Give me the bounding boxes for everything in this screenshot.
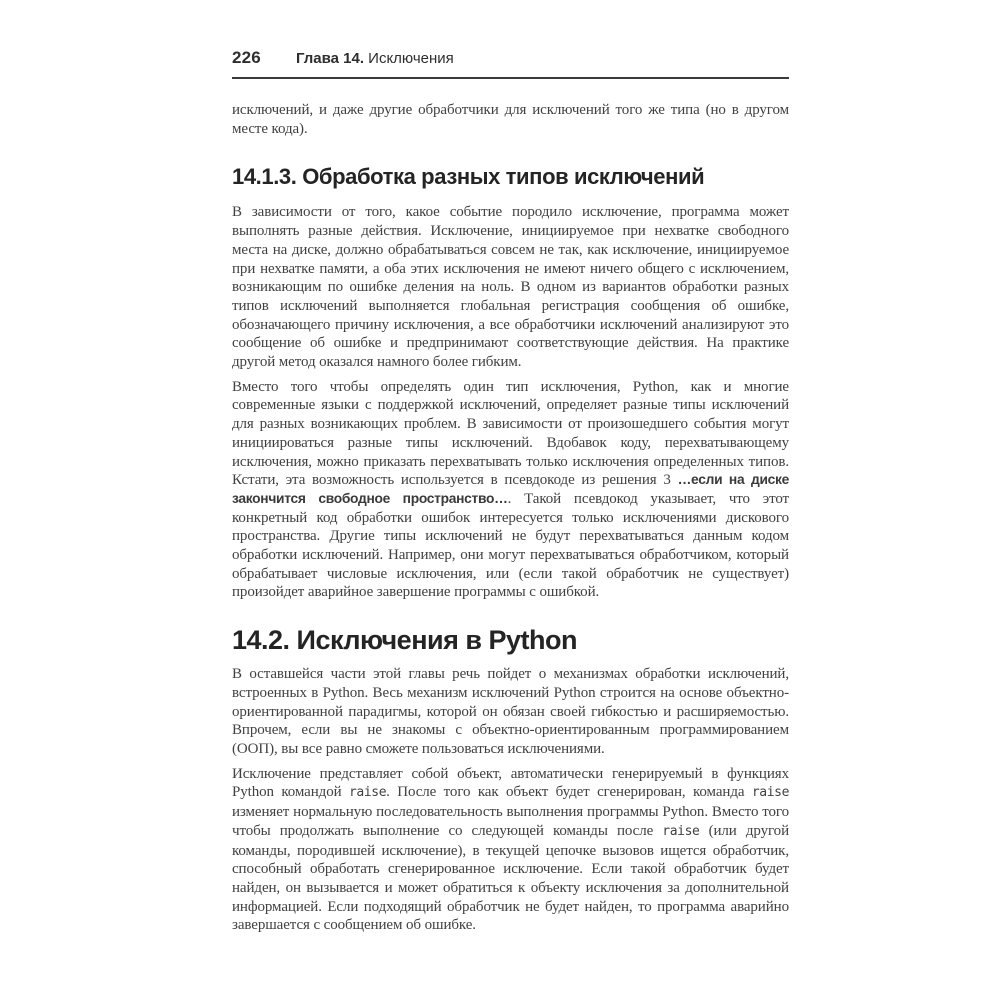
paragraph-exception-types: В зависимости от того, какое событие породило исключение, программа может выполнять разные действия. Исключение, инициируемое при нехватке свободного места на диске, должно обрабатываться совсем не так, как исключение, инициируемое при нехватке памяти, а оба этих исключения не имеют ничего общего с исключением, возникающим по ошибке деления на ноль. В одном из вариантов обработки разных типов исключений выполняется глобальная регистрация сообщения об ошибке, обозначающего причину исключения, а все обработчики исключений анализируют это сообщение об ошибке и предпринимают соответствующие действия. На практике другой метод оказался намного более гибким.: [232, 204, 789, 371]
inline-code-raise: raise: [348, 785, 387, 801]
chapter-label: Глава 14.: [295, 50, 364, 67]
paragraph-run: (или другой команды, породившей исключение), в текущей цепочке вызовов ищется обработчик, способный обработать сгенерированное исключение. Если такой обработчик будет найден, он вызывается и может обратиться к объекту исключения за дополнительной информацией. Если подходящий обработчик не будет найден, то программа аварийно завершается с сообщением об ошибке.: [232, 822, 789, 934]
paragraph-python-exceptions-intro: В оставшейся части этой главы речь пойдет о механизмах обработки исключений, встроенных в Python. Весь механизм исключений Python строится на основе объектно-ориентированной парадигмы, которой он обязан своей гибкостью и расширяемостью. Впрочем, если вы не знакомы с объектно-ориентированным программированием (ООП), вы все равно сможете пользоваться исключениями.: [232, 666, 789, 757]
inline-code-raise: raise: [662, 823, 700, 839]
running-head: [232, 48, 789, 79]
section-heading-14-2: 14.2. Исключения в Python: [232, 625, 577, 656]
paragraph-run: изменяет нормальную последовательность выполнения программы Python. Вместо того чтобы продолжать выполнение со следующей команды после: [232, 804, 789, 839]
inline-code-raise: raise: [751, 785, 789, 801]
text-column: [232, 48, 789, 935]
section-heading-14-1-3: 14.1.3. Обработка разных типов исключений: [232, 164, 705, 190]
paragraph-run: . Такой псевдокод указывает, что этот конкретный код обработки ошибок интересуется только исключениями дискового пространства. Другие типы исключений не будут перехватываться данным кодом обработки исключений. Например, они могут перехватываться обработчиком, который обрабатывает числовые исключения, или (если такой обработчик не существует) произойдет аварийное завершение программы с ошибкой.: [232, 490, 790, 601]
chapter-reference: [296, 50, 454, 67]
page-number: 226: [232, 48, 261, 67]
paragraph-run: Вместо того чтобы определять один тип исключения, Python, как и многие современные языки с поддержкой исключений, определяет разные типы исключений для разных возникающих проблем. В зависимости от произошедшего события могут инициироваться разные типы исключений. Вдобавок коду, перехватывающему исключения, можно приказать перехватывать только исключения определенных типов. Кстати, эта возможность используется в псевдокоде из решения 3: [232, 378, 789, 489]
paragraph-raise-mechanics: [232, 765, 789, 935]
pseudocode-phrase: …если на диске закончится свободное пространство…: [232, 472, 790, 506]
paragraph-intro-continued: исключений, и даже другие обработчики для исключений того же типа (но в другом месте кода).: [232, 102, 789, 137]
paragraph-run: Исключение представляет собой объект, автоматически генерируемый в функциях Python командой: [232, 765, 789, 801]
paragraph-pseudocode-reference: [232, 378, 789, 602]
paragraph-run: . После того как объект будет сгенерирован, команда: [386, 784, 752, 801]
chapter-title: Исключения: [368, 50, 454, 67]
